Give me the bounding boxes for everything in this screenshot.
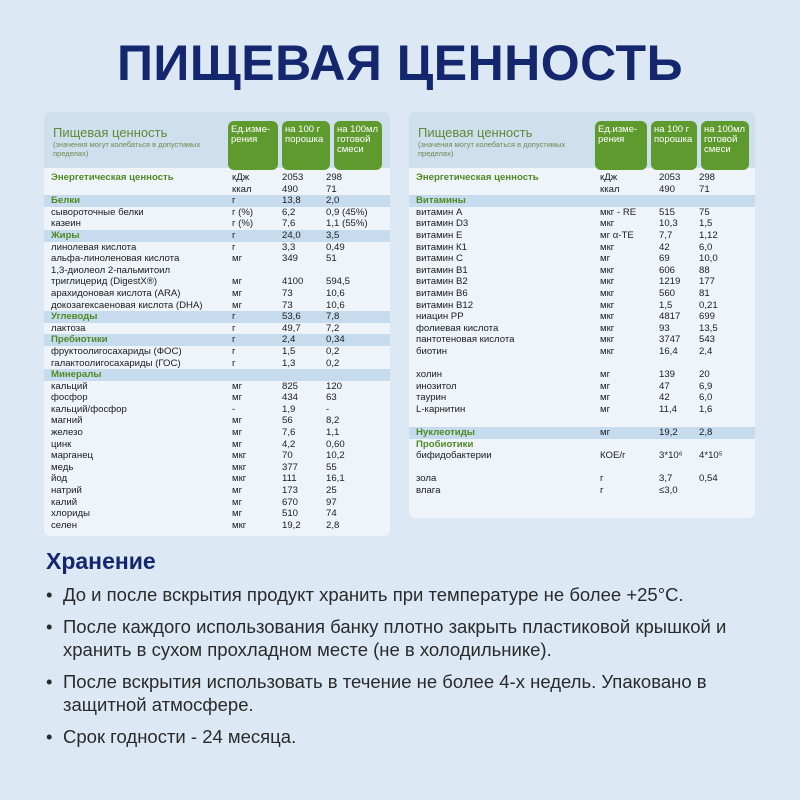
row-value-100g: ≤3,0 bbox=[659, 485, 678, 497]
row-name: магний bbox=[51, 415, 83, 427]
table-header-note: (значения могут колебаться в допустимых пределах) bbox=[53, 140, 201, 158]
row-value-100ml: 8,2 bbox=[326, 415, 340, 427]
table-row bbox=[44, 276, 390, 288]
row-unit: мкг bbox=[600, 264, 615, 276]
row-value-100ml: 7,8 bbox=[326, 311, 340, 323]
row-name: бифидобактерии bbox=[416, 450, 492, 462]
row-unit: мг bbox=[232, 276, 243, 288]
storage-list bbox=[46, 583, 766, 757]
row-unit: г bbox=[232, 334, 236, 346]
row-name: фруктоолигосахариды (ФОС) bbox=[51, 345, 182, 357]
row-name: Витамины bbox=[416, 195, 466, 207]
row-value-100ml: 1,6 bbox=[699, 403, 713, 415]
table-section-row bbox=[409, 172, 755, 184]
row-unit: г (%) bbox=[232, 218, 254, 230]
row-value-100ml: 0,2 bbox=[326, 357, 340, 369]
column-100ml-badge: на 100мл готовой смеси bbox=[334, 121, 382, 170]
row-name: Энергетическая ценность bbox=[51, 172, 174, 183]
row-value-100ml: 2,0 bbox=[326, 195, 340, 207]
row-value-100g: 4100 bbox=[282, 276, 304, 288]
row-value-100ml: - bbox=[326, 403, 330, 415]
row-value-100ml: 0,2 bbox=[326, 345, 340, 357]
table-row bbox=[44, 450, 390, 462]
row-value-100ml: 6,0 bbox=[699, 392, 713, 404]
row-unit: г bbox=[232, 241, 236, 253]
row-name: витамин Е bbox=[416, 229, 463, 241]
table-body bbox=[409, 172, 755, 497]
row-unit: мкг bbox=[232, 473, 247, 485]
row-unit: мг bbox=[232, 485, 243, 497]
table-row bbox=[44, 427, 390, 439]
table-row bbox=[44, 346, 390, 358]
table-header-note: (значения могут колебаться в допустимых пределах) bbox=[418, 140, 566, 158]
row-value-100g: 42 bbox=[659, 241, 670, 253]
row-value-100ml: 0,54 bbox=[699, 473, 718, 485]
row-value-100g: 560 bbox=[659, 287, 676, 299]
table-spacer bbox=[409, 415, 755, 427]
row-unit: мкг bbox=[600, 345, 615, 357]
table-row bbox=[44, 381, 390, 393]
row-value-100ml: 0,21 bbox=[699, 299, 718, 311]
row-name: линолевая кислота bbox=[51, 241, 137, 253]
row-name: витамин А bbox=[416, 206, 463, 218]
row-value-100g: 73 bbox=[282, 299, 293, 311]
row-name: зола bbox=[416, 473, 437, 485]
row-name: медь bbox=[51, 461, 74, 473]
row-value-100g: 73 bbox=[282, 287, 293, 299]
table-row bbox=[44, 242, 390, 254]
column-unit-badge: Ед.изме-рения bbox=[595, 121, 647, 170]
row-name: лактоза bbox=[51, 322, 86, 334]
row-value-100g: 4817 bbox=[659, 311, 681, 323]
row-value-100g: 377 bbox=[282, 461, 299, 473]
table-row bbox=[44, 323, 390, 335]
row-name: Пробиотики bbox=[416, 438, 474, 450]
row-name: витамин В2 bbox=[416, 276, 468, 288]
row-value-100ml: 298 bbox=[699, 172, 716, 183]
table-row bbox=[409, 485, 755, 497]
row-unit: мг bbox=[232, 287, 243, 299]
row-unit: мг bbox=[232, 496, 243, 508]
row-value-100g: 3,3 bbox=[282, 241, 296, 253]
row-name: витамин В6 bbox=[416, 287, 468, 299]
row-name: триглицерид (DigestX®) bbox=[51, 276, 158, 288]
table-row bbox=[44, 218, 390, 230]
row-name: инозитол bbox=[416, 380, 457, 392]
row-value-100ml: 298 bbox=[326, 172, 343, 183]
row-value-100ml: 2,8 bbox=[699, 427, 713, 439]
table-section-row bbox=[409, 427, 755, 439]
storage-item: • Срок годности - 24 месяца. bbox=[46, 725, 766, 748]
row-value-100ml: 10,6 bbox=[326, 299, 345, 311]
storage-item: • После вскрытия использовать в течение не более 4-х недель. Упаковано в защитной атмосфере. bbox=[46, 670, 766, 716]
table-row bbox=[409, 334, 755, 346]
row-unit: мкг bbox=[600, 241, 615, 253]
row-value-100g: 173 bbox=[282, 485, 299, 497]
row-name: галактоолигосахариды (ГОС) bbox=[51, 357, 181, 369]
row-name: цинк bbox=[51, 438, 72, 450]
row-value-100g: 7,6 bbox=[282, 427, 296, 439]
row-name: холин bbox=[416, 369, 443, 381]
table-row bbox=[44, 253, 390, 265]
row-unit: мкг bbox=[600, 276, 615, 288]
row-unit: мкг bbox=[600, 311, 615, 323]
row-name: альфа-линоленовая кислота bbox=[51, 253, 180, 265]
table-row bbox=[409, 253, 755, 265]
row-value-100ml: 55 bbox=[326, 461, 337, 473]
row-unit: г bbox=[232, 229, 236, 241]
nutrition-table-left bbox=[44, 112, 390, 536]
row-value-100ml: 543 bbox=[699, 334, 716, 346]
row-unit: мкг bbox=[232, 519, 247, 531]
row-name: витамин В12 bbox=[416, 299, 474, 311]
row-name: казеин bbox=[51, 218, 81, 230]
table-row bbox=[409, 404, 755, 416]
row-unit: мг bbox=[232, 253, 243, 265]
row-name: Минералы bbox=[51, 369, 102, 381]
row-name: фосфор bbox=[51, 392, 88, 404]
row-name: Углеводы bbox=[51, 311, 98, 323]
table-row bbox=[44, 300, 390, 312]
table-row bbox=[44, 184, 390, 196]
row-name: витамин С bbox=[416, 253, 463, 265]
row-unit: г bbox=[232, 195, 236, 207]
row-value-100ml: 699 bbox=[699, 311, 716, 323]
row-unit: мг α-TE bbox=[600, 229, 634, 241]
row-value-100ml: 4*10⁵ bbox=[699, 450, 723, 462]
row-name: марганец bbox=[51, 450, 94, 462]
row-name: хлориды bbox=[51, 508, 91, 520]
row-value-100g: 13,8 bbox=[282, 195, 301, 207]
row-value-100g: 1,9 bbox=[282, 403, 296, 415]
row-name: кальций/фосфор bbox=[51, 403, 127, 415]
row-value-100ml: 13,5 bbox=[699, 322, 718, 334]
row-value-100g: 1219 bbox=[659, 276, 681, 288]
row-name: Жиры bbox=[51, 229, 80, 241]
row-value-100g: 16,4 bbox=[659, 345, 678, 357]
row-name: Энергетическая ценность bbox=[416, 172, 539, 183]
row-value-100ml: 1,1 bbox=[326, 427, 340, 439]
row-value-100g: 3*10⁶ bbox=[659, 450, 683, 462]
row-unit: мкг bbox=[600, 299, 615, 311]
table-row bbox=[409, 311, 755, 323]
row-unit: г bbox=[232, 322, 236, 334]
table-section-row bbox=[44, 369, 390, 381]
row-value-100g: 7,6 bbox=[282, 218, 296, 230]
row-value-100ml: 6,0 bbox=[699, 241, 713, 253]
row-unit: мг bbox=[232, 415, 243, 427]
row-value-100g: 510 bbox=[282, 508, 299, 520]
row-value-100ml: 10,2 bbox=[326, 450, 345, 462]
table-row bbox=[409, 473, 755, 485]
row-value-100ml: 16,1 bbox=[326, 473, 345, 485]
row-unit: мкг bbox=[600, 334, 615, 346]
table-row bbox=[44, 520, 390, 532]
row-value-100ml: 51 bbox=[326, 253, 337, 265]
row-name: биотин bbox=[416, 345, 448, 357]
row-unit: г bbox=[232, 345, 236, 357]
row-value-100ml: 10,6 bbox=[326, 287, 345, 299]
row-value-100ml: 120 bbox=[326, 380, 343, 392]
row-value-100ml: 88 bbox=[699, 264, 710, 276]
table-section-row bbox=[44, 195, 390, 207]
row-value-100g: 2053 bbox=[659, 172, 681, 183]
row-unit: мкг bbox=[232, 450, 247, 462]
row-value-100g: 825 bbox=[282, 380, 299, 392]
row-value-100g: 139 bbox=[659, 369, 676, 381]
row-name: фолиевая кислота bbox=[416, 322, 499, 334]
row-unit: КОЕ/г bbox=[600, 450, 626, 462]
row-value-100g: 3747 bbox=[659, 334, 681, 346]
row-value-100g: 490 bbox=[282, 183, 299, 195]
row-value-100g: 1,5 bbox=[659, 299, 673, 311]
storage-item: • После каждого использования банку плотно закрыть пластиковой крышкой и хранить в сухом прохладном месте (не в холодильнике). bbox=[46, 615, 766, 661]
row-value-100g: 56 bbox=[282, 415, 293, 427]
row-name: Пребиотики bbox=[51, 334, 108, 346]
row-unit: мг bbox=[232, 508, 243, 520]
row-value-100ml: 81 bbox=[699, 287, 710, 299]
row-value-100g: 515 bbox=[659, 206, 676, 218]
row-value-100g: 670 bbox=[282, 496, 299, 508]
row-name: L-карнитин bbox=[416, 403, 466, 415]
row-name: натрий bbox=[51, 485, 82, 497]
row-value-100ml: 25 bbox=[326, 485, 337, 497]
row-value-100g: 3,7 bbox=[659, 473, 673, 485]
row-value-100g: 1,3 bbox=[282, 357, 296, 369]
table-row bbox=[44, 207, 390, 219]
table-spacer bbox=[409, 462, 755, 474]
table-row bbox=[44, 392, 390, 404]
row-unit: г bbox=[232, 357, 236, 369]
row-name: кальций bbox=[51, 380, 88, 392]
row-value-100g: 24,0 bbox=[282, 229, 301, 241]
row-name: йод bbox=[51, 473, 68, 485]
row-unit: мг bbox=[600, 369, 611, 381]
row-value-100g: 490 bbox=[659, 183, 676, 195]
row-value-100ml: 1,5 bbox=[699, 218, 713, 230]
storage-title: Хранение bbox=[46, 548, 156, 574]
table-section-row bbox=[44, 172, 390, 184]
row-value-100g: 70 bbox=[282, 450, 293, 462]
row-value-100ml: 2,8 bbox=[326, 519, 340, 531]
row-value-100ml: 75 bbox=[699, 206, 710, 218]
table-header-title: Пищевая ценность bbox=[53, 125, 168, 140]
row-name: железо bbox=[51, 427, 83, 439]
row-name: влага bbox=[416, 485, 441, 497]
row-value-100ml: 71 bbox=[326, 183, 337, 195]
row-value-100ml: 7,2 bbox=[326, 322, 340, 334]
nutrition-table-right bbox=[409, 112, 755, 518]
row-value-100g: 53,6 bbox=[282, 311, 301, 323]
row-unit: ккал bbox=[600, 183, 620, 195]
row-unit: мг bbox=[232, 427, 243, 439]
table-row bbox=[409, 276, 755, 288]
table-row bbox=[44, 265, 390, 277]
row-value-100ml: 10,0 bbox=[699, 253, 718, 265]
row-value-100g: 6,2 bbox=[282, 206, 296, 218]
row-unit: мг bbox=[232, 392, 243, 404]
row-value-100ml: 20 bbox=[699, 369, 710, 381]
table-row bbox=[409, 369, 755, 381]
table-section-row bbox=[409, 195, 755, 207]
page-title: ПИЩЕВАЯ ЦЕННОСТЬ bbox=[116, 35, 684, 91]
row-value-100ml: 0,34 bbox=[326, 334, 345, 346]
row-value-100g: 69 bbox=[659, 253, 670, 265]
row-unit: мг bbox=[600, 392, 611, 404]
row-unit: мг bbox=[600, 403, 611, 415]
row-name: Нуклеотиды bbox=[416, 427, 475, 439]
row-unit: кДж bbox=[600, 172, 618, 183]
row-unit: мкг bbox=[600, 287, 615, 299]
table-row bbox=[44, 508, 390, 520]
row-unit: мг bbox=[600, 253, 611, 265]
row-name: ниацин РР bbox=[416, 311, 464, 323]
row-unit: г bbox=[232, 311, 236, 323]
row-value-100g: 434 bbox=[282, 392, 299, 404]
row-name: 1,3-диолеол 2-пальмитоил bbox=[51, 264, 171, 276]
table-header-title: Пищевая ценность bbox=[418, 125, 533, 140]
row-name: пантотеновая кислота bbox=[416, 334, 515, 346]
row-value-100ml: 97 bbox=[326, 496, 337, 508]
row-value-100g: 93 bbox=[659, 322, 670, 334]
row-value-100ml: 1,12 bbox=[699, 229, 718, 241]
row-value-100g: 49,7 bbox=[282, 322, 301, 334]
table-body bbox=[44, 172, 390, 531]
table-row bbox=[44, 288, 390, 300]
table-row bbox=[409, 300, 755, 312]
row-value-100g: 47 bbox=[659, 380, 670, 392]
table-row bbox=[44, 497, 390, 509]
table-spacer bbox=[409, 358, 755, 370]
table-row bbox=[409, 346, 755, 358]
row-unit: мкг bbox=[232, 461, 247, 473]
table-row bbox=[409, 218, 755, 230]
table-row bbox=[409, 230, 755, 242]
table-row bbox=[409, 184, 755, 196]
column-unit-badge: Ед.изме-рения bbox=[228, 121, 278, 170]
row-value-100g: 349 bbox=[282, 253, 299, 265]
row-value-100ml: 1,1 (55%) bbox=[326, 218, 368, 230]
table-row bbox=[409, 450, 755, 462]
row-value-100g: 11,4 bbox=[659, 403, 677, 415]
row-name: витамин К1 bbox=[416, 241, 467, 253]
row-value-100g: 7,7 bbox=[659, 229, 673, 241]
table-row bbox=[44, 462, 390, 474]
row-name: докозагексаеновая кислота (DHA) bbox=[51, 299, 203, 311]
row-value-100g: 1,5 bbox=[282, 345, 296, 357]
row-name: калий bbox=[51, 496, 78, 508]
table-row bbox=[44, 473, 390, 485]
row-value-100ml: 0,9 (45%) bbox=[326, 206, 368, 218]
row-value-100ml: 594,5 bbox=[326, 276, 351, 288]
row-value-100ml: 6,9 bbox=[699, 380, 713, 392]
row-value-100ml: 71 bbox=[699, 183, 710, 195]
row-name: витамин D3 bbox=[416, 218, 469, 230]
row-unit: г bbox=[600, 473, 604, 485]
storage-item: • До и после вскрытия продукт хранить при температуре не более +25°С. bbox=[46, 583, 766, 606]
row-name: сывороточные белки bbox=[51, 206, 144, 218]
table-row bbox=[44, 358, 390, 370]
row-value-100ml: 0,49 bbox=[326, 241, 345, 253]
row-value-100g: 19,2 bbox=[282, 519, 301, 531]
row-value-100ml: 177 bbox=[699, 276, 716, 288]
row-unit: мкг - RE bbox=[600, 206, 637, 218]
row-value-100ml: 74 bbox=[326, 508, 337, 520]
row-value-100g: 111 bbox=[282, 473, 297, 485]
column-100ml-badge: на 100мл готовой смеси bbox=[701, 121, 749, 170]
table-row bbox=[44, 415, 390, 427]
row-unit: г bbox=[600, 485, 604, 497]
row-unit: - bbox=[232, 403, 236, 415]
row-value-100g: 19,2 bbox=[659, 427, 678, 439]
column-100g-badge: на 100 г порошка bbox=[282, 121, 330, 170]
row-value-100g: 2,4 bbox=[282, 334, 296, 346]
row-unit: мг bbox=[600, 380, 611, 392]
row-unit: ккал bbox=[232, 183, 252, 195]
table-row bbox=[409, 323, 755, 335]
table-header bbox=[409, 112, 755, 168]
row-value-100g: 10,3 bbox=[659, 218, 678, 230]
row-value-100g: 2053 bbox=[282, 172, 304, 183]
table-header bbox=[44, 112, 390, 168]
row-unit: мкг bbox=[600, 322, 615, 334]
row-name: селен bbox=[51, 519, 78, 531]
table-section-row bbox=[44, 311, 390, 323]
row-name: арахидоновая кислота (ARA) bbox=[51, 287, 181, 299]
table-row bbox=[44, 404, 390, 416]
table-row bbox=[44, 485, 390, 497]
table-row bbox=[409, 288, 755, 300]
table-section-row bbox=[44, 230, 390, 242]
row-unit: кДж bbox=[232, 172, 250, 183]
row-unit: мг bbox=[232, 380, 243, 392]
table-row bbox=[409, 242, 755, 254]
table-row bbox=[409, 392, 755, 404]
table-row bbox=[409, 265, 755, 277]
row-value-100ml: 0,60 bbox=[326, 438, 345, 450]
row-unit: мг bbox=[232, 299, 243, 311]
row-unit: мг bbox=[600, 427, 611, 439]
row-name: Белки bbox=[51, 195, 81, 207]
row-value-100ml: 63 bbox=[326, 392, 337, 404]
row-value-100ml: 3,5 bbox=[326, 229, 340, 241]
row-value-100g: 606 bbox=[659, 264, 676, 276]
row-value-100g: 4,2 bbox=[282, 438, 296, 450]
table-section-row bbox=[44, 334, 390, 346]
table-section-row bbox=[409, 439, 755, 451]
row-unit: мг bbox=[232, 438, 243, 450]
row-unit: г (%) bbox=[232, 206, 254, 218]
row-name: витамин В1 bbox=[416, 264, 468, 276]
table-row bbox=[44, 439, 390, 451]
table-row bbox=[409, 207, 755, 219]
row-value-100g: 42 bbox=[659, 392, 670, 404]
column-100g-badge: на 100 г порошка bbox=[651, 121, 697, 170]
table-row bbox=[409, 381, 755, 393]
row-unit: мкг bbox=[600, 218, 615, 230]
row-name: таурин bbox=[416, 392, 447, 404]
row-value-100ml: 2,4 bbox=[699, 345, 713, 357]
